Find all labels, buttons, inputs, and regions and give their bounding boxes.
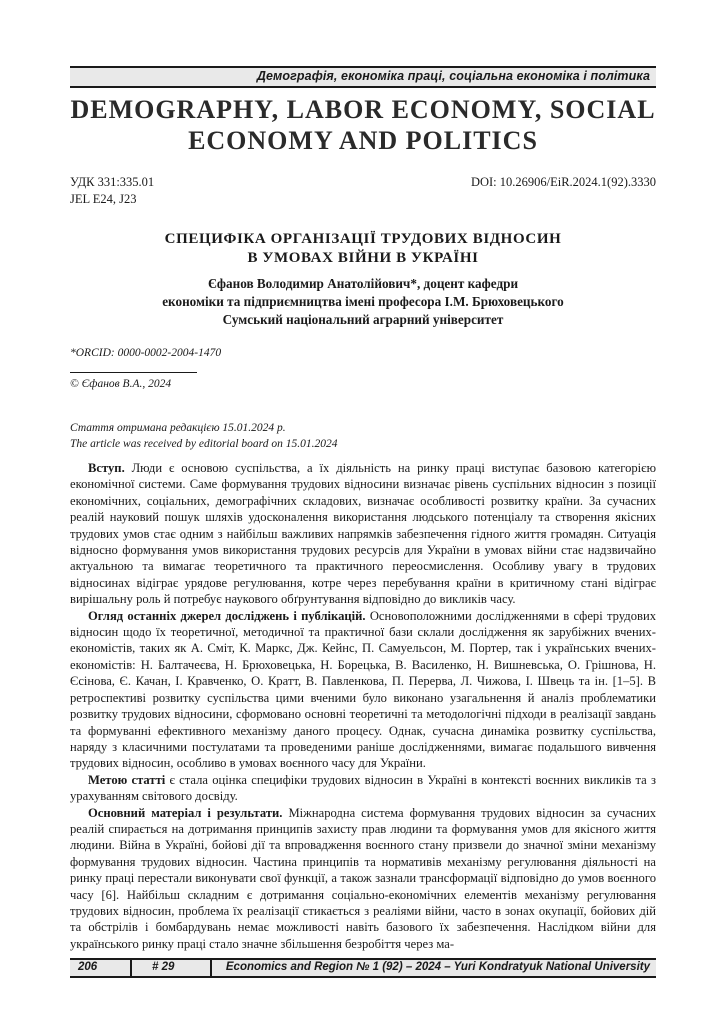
paragraph-introduction [70, 460, 656, 608]
article-title-line: СПЕЦИФІКА ОРГАНІЗАЦІЇ ТРУДОВИХ ВІДНОСИН [164, 231, 562, 247]
journal-name: Economics and Region № 1 (92) – 2024 – Yuri Kondratyuk National University [225, 961, 650, 973]
copyright: © Єфанов В.А., 2024 [70, 378, 172, 390]
paragraph-text: Основоположними дослідженнями в сфері трудових відносин щодо їх теоретичної, методичної та практичної бази склали дослідження як зарубіжних вчених-економістів, таких як А. Сміт, К. Маркс, Дж. Кейнс, П. Самуельсон, М. Портер, так і українських вчених-економістів: Н. Балтачеєва, Н. Брюховецька, Н. Борецька, В. Василенко, Н. Вишневська, О. Грішнова, Н. Єсінова, Є. Качан, І. Кравченко, О. Кратт, В. Павленкова, П. Перерва, Л. Чижова, І. Швець та ін. [1–5]. В ретроспективі розвитку суспільства цими вченими було виконано узагальнення й аналіз проблематики розвитку трудових відносини, сформовано основні теоретичні та методологічні підходи в реалізації завдань та формуванні ефективного механізму даного процесу. Однак, сучасна динаміка розвитку суспільства, наряду з класичними постулатами та проведеними раніше дослідженнями, вимагає подальшого вивчення трудових відносин, особливо в умовах воєнного часу для України. [70, 608, 656, 771]
author-department: економіки та підприємництва імені професора І.М. Брюховецького [162, 294, 564, 309]
received-note [70, 420, 337, 452]
article-title [70, 230, 656, 268]
paragraph-aim [70, 772, 656, 805]
section-title [70, 94, 656, 156]
received-en: The article was received by editorial board on 15.01.2024 [70, 438, 338, 450]
author-block [70, 275, 656, 329]
classification-codes [70, 174, 154, 208]
received-ua: Стаття отримана редакцією 15.01.2024 р. [70, 422, 286, 434]
footer-divider [130, 958, 132, 976]
running-head-text: Демографія, економіка праці, соціальна економіка і політика [256, 69, 650, 83]
paragraph-literature-review [70, 608, 656, 772]
article-title-line: В УМОВАХ ВІЙНИ В УКРАЇНІ [247, 250, 479, 266]
article-body [70, 460, 656, 952]
paragraph-text: є стала оцінка специфіки трудових відносин в Україні в контексті воєнних викликів та з урахуванням світового досвіду. [70, 772, 656, 804]
paragraph-lead: Основний матеріал і результати. [88, 805, 283, 820]
paragraph-lead: Метою статті [88, 772, 166, 787]
divider [70, 372, 197, 373]
page-footer [70, 958, 656, 978]
page-number: 206 [78, 961, 98, 973]
footer-divider [210, 958, 212, 976]
paragraph-lead: Огляд останніх джерел досліджень і публікацій. [88, 608, 366, 623]
orcid[interactable]: *ORCID: 0000-0002-2004-1470 [70, 347, 222, 359]
paragraph-text: Люди є основою суспільства, а їх діяльність на ринку праці виступає базовою категорією економічної системи. Саме формування трудових відносини визначає рівень суспільних відносин з позиції економічних, соціальних, демографічних складових, визначає особливості розвитку країни. За сучасних реалій науковий пошук шляхів удосконалення використання людського потенціалу та створення якісних трудових умов стає одним з найбільш важливих напрямків забезпечення гідного життя громадян. Ситуація відносно формування умов використання трудових ресурсів для України в умовах війни стає надзвичайно актуальною та вимагає теоретичного та практичного переосмислення. Особливу увагу в трудових відносинах відіграє урядове регулювання, котре через перебування країни в критичному стані відіграє вирішальну роль й потребує наукового обґрунтування відповідно до викликів часу. [70, 461, 656, 607]
doi[interactable]: DOI: 10.26906/EiR.2024.1(92).3330 [470, 175, 656, 189]
jel-code: JEL E24, J23 [70, 192, 137, 206]
paragraph-main-material [70, 805, 656, 953]
issue-number: # 29 [152, 961, 175, 973]
paragraph-text: Міжнародна система формування трудових відносин за сучасних реалій спирається на дотримання принципів захисту прав людини та формування умов для якісного життя людини. Війна в Україні, бойові дії та впровадження воєнного стану призвели до значної зміни механізму формування трудових відносин. Частина принципів та нормативів механізму регулювання діяльності на ринку праці перестали виконувати свої функції, а також зазнали трансформації відповідно до умов воєнного часу [6]. Найбільш складним є дотримання соціально-економічних елементів механізму регулювання трудових відносин, проблема їх реалізації стикається з реаліями війни, часто в зонах окупації, бойових дій та обстрілів і бомбардувань немає можливості навіть базового їх забезпечення. Наслідком війни для українського ринку праці стало значне збільшення безробіття через ма- [70, 805, 656, 951]
section-title-line: ECONOMY AND POLITICS [188, 126, 538, 155]
section-title-line: DEMOGRAPHY, LABOR ECONOMY, SOCIAL [70, 95, 656, 124]
paragraph-lead: Вступ. [88, 461, 125, 475]
author-university: Сумський національний аграрний університет [222, 312, 504, 327]
udc-code: УДК 331:335.01 [70, 175, 155, 189]
running-head [70, 66, 656, 88]
author-name: Єфанов Володимир Анатолійович*, доцент кафедри [207, 276, 519, 291]
